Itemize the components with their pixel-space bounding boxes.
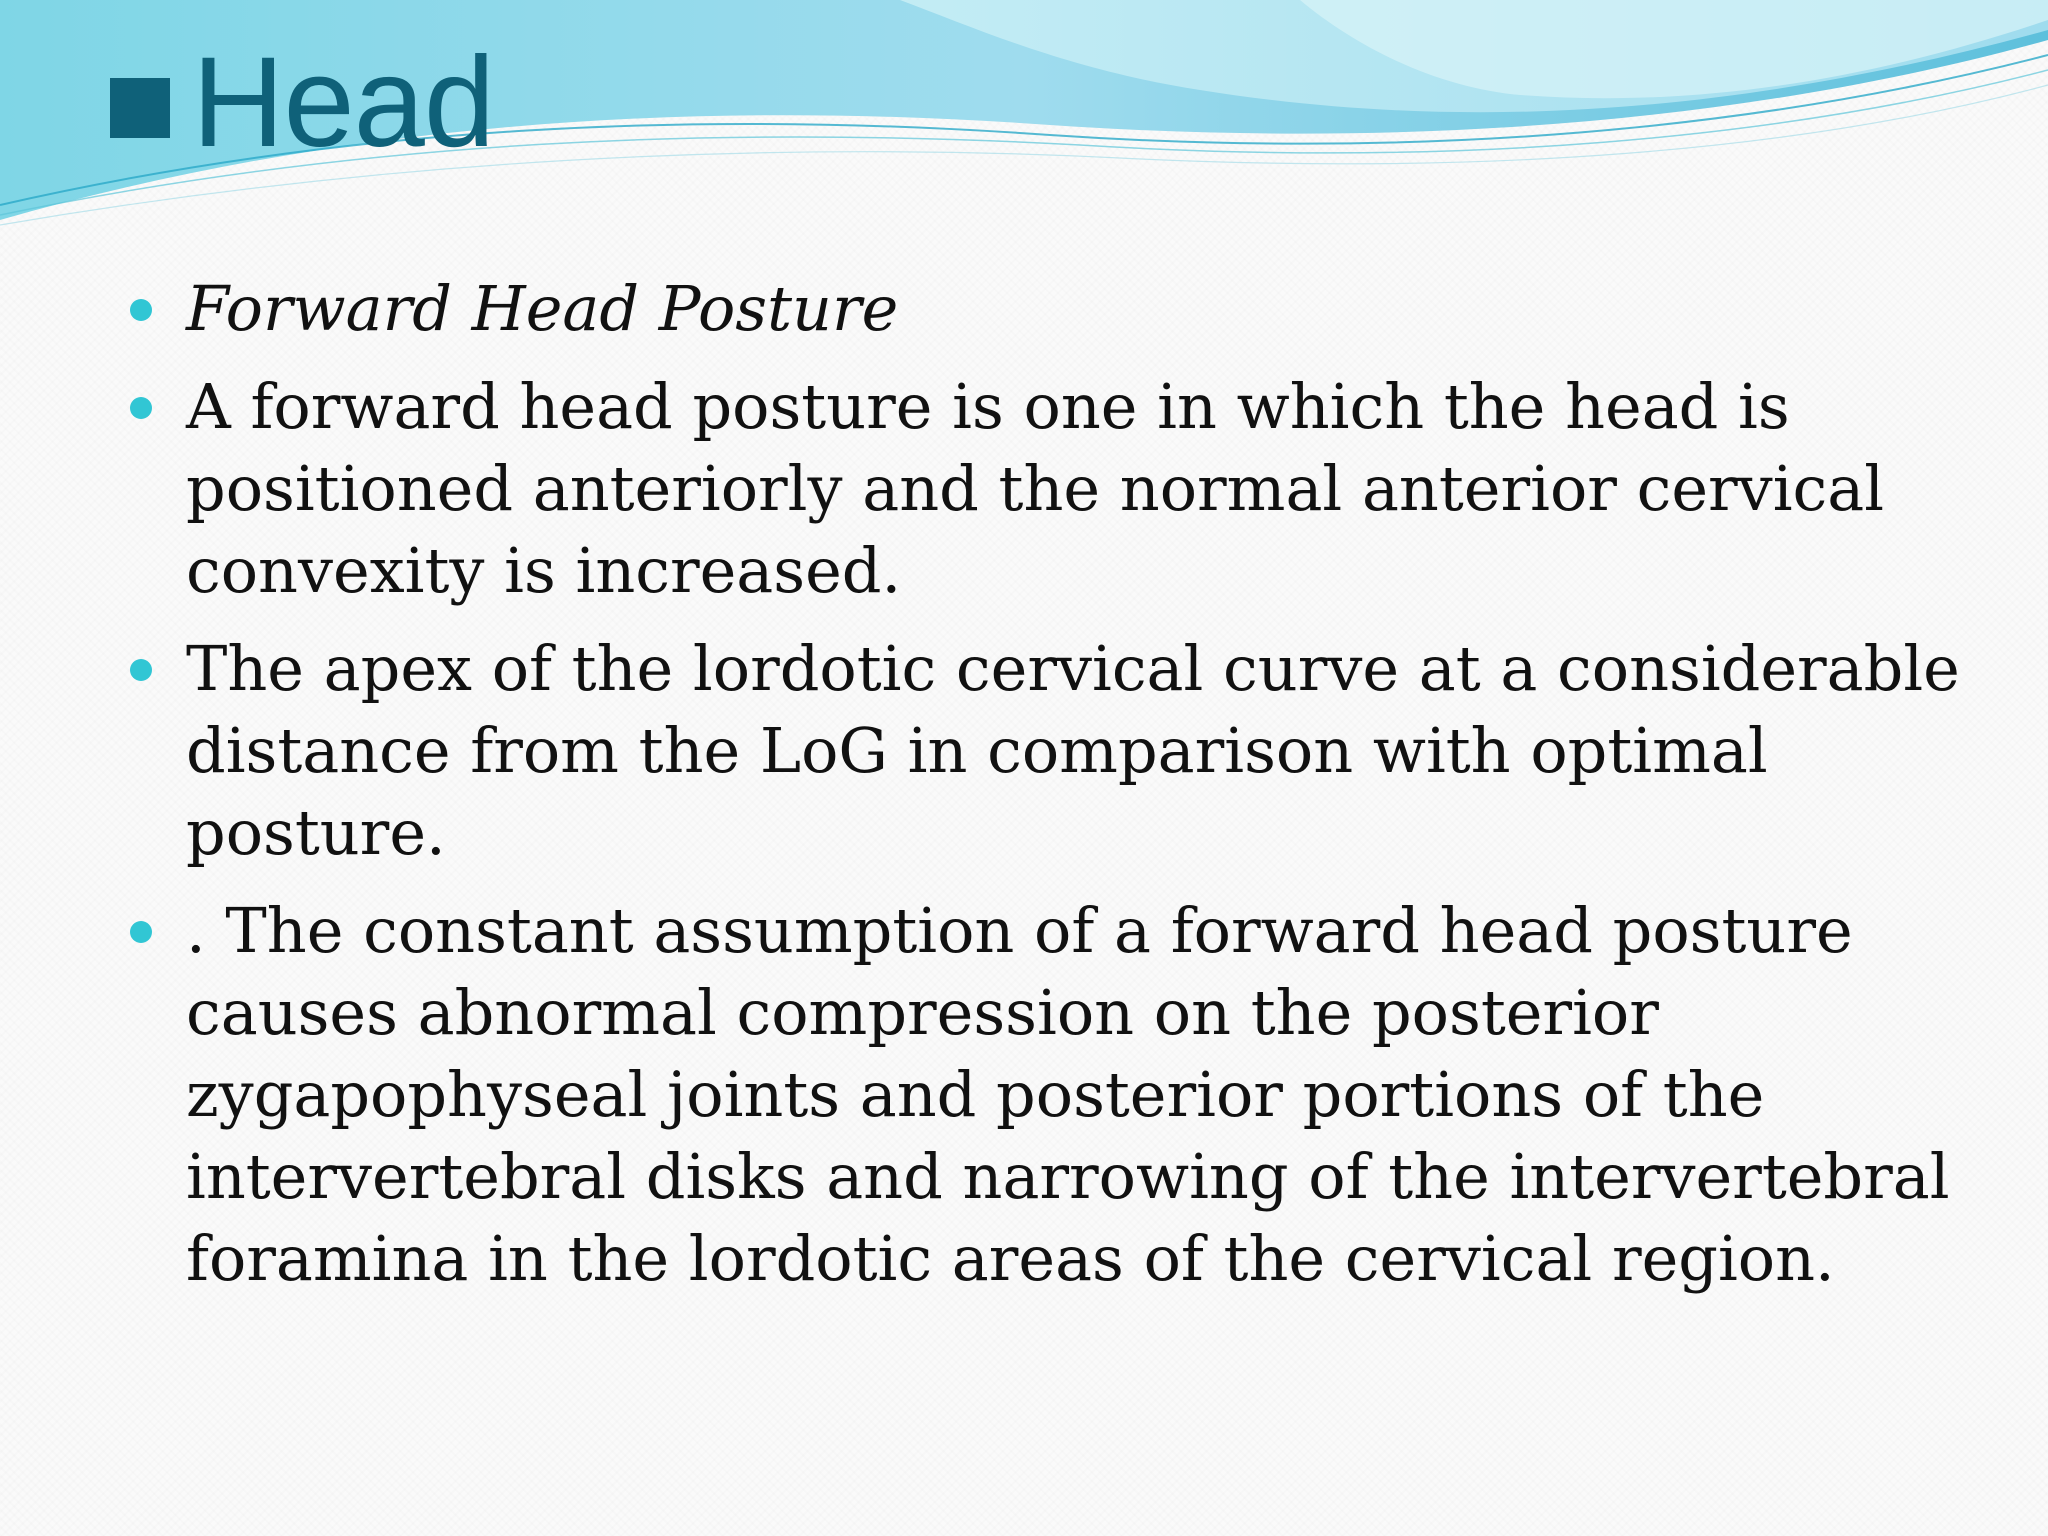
title-square-icon	[110, 78, 170, 138]
bullet-text: . The constant assumption of a forward head posture causes abnormal compression on the posterior zygapophyseal joints and posterior portions of the intervertebral disks and narrowing of the intervertebral foramina in the lordotic areas of the cervical region.	[186, 894, 1950, 1295]
bullet-item	[130, 890, 1990, 1300]
bullet-list	[130, 268, 1990, 1300]
slide-content	[130, 268, 1990, 1316]
bullet-dot-icon	[130, 397, 152, 419]
title-wrap	[110, 28, 494, 178]
slide-title: Head	[192, 31, 494, 174]
bullet-text: The apex of the lordotic cervical curve at a considerable distance from the LoG in comparison with optimal posture.	[186, 632, 1960, 869]
bullet-dot-icon	[130, 659, 152, 681]
bullet-text: A forward head posture is one in which the head is positioned anteriorly and the normal anterior cervical convexity is increased.	[186, 370, 1885, 607]
bullet-text: Forward Head Posture	[186, 272, 899, 345]
bullet-dot-icon	[130, 921, 152, 943]
bullet-item	[130, 628, 1990, 874]
bullet-item	[130, 268, 1990, 350]
bullet-item	[130, 366, 1990, 612]
bullet-dot-icon	[130, 299, 152, 321]
